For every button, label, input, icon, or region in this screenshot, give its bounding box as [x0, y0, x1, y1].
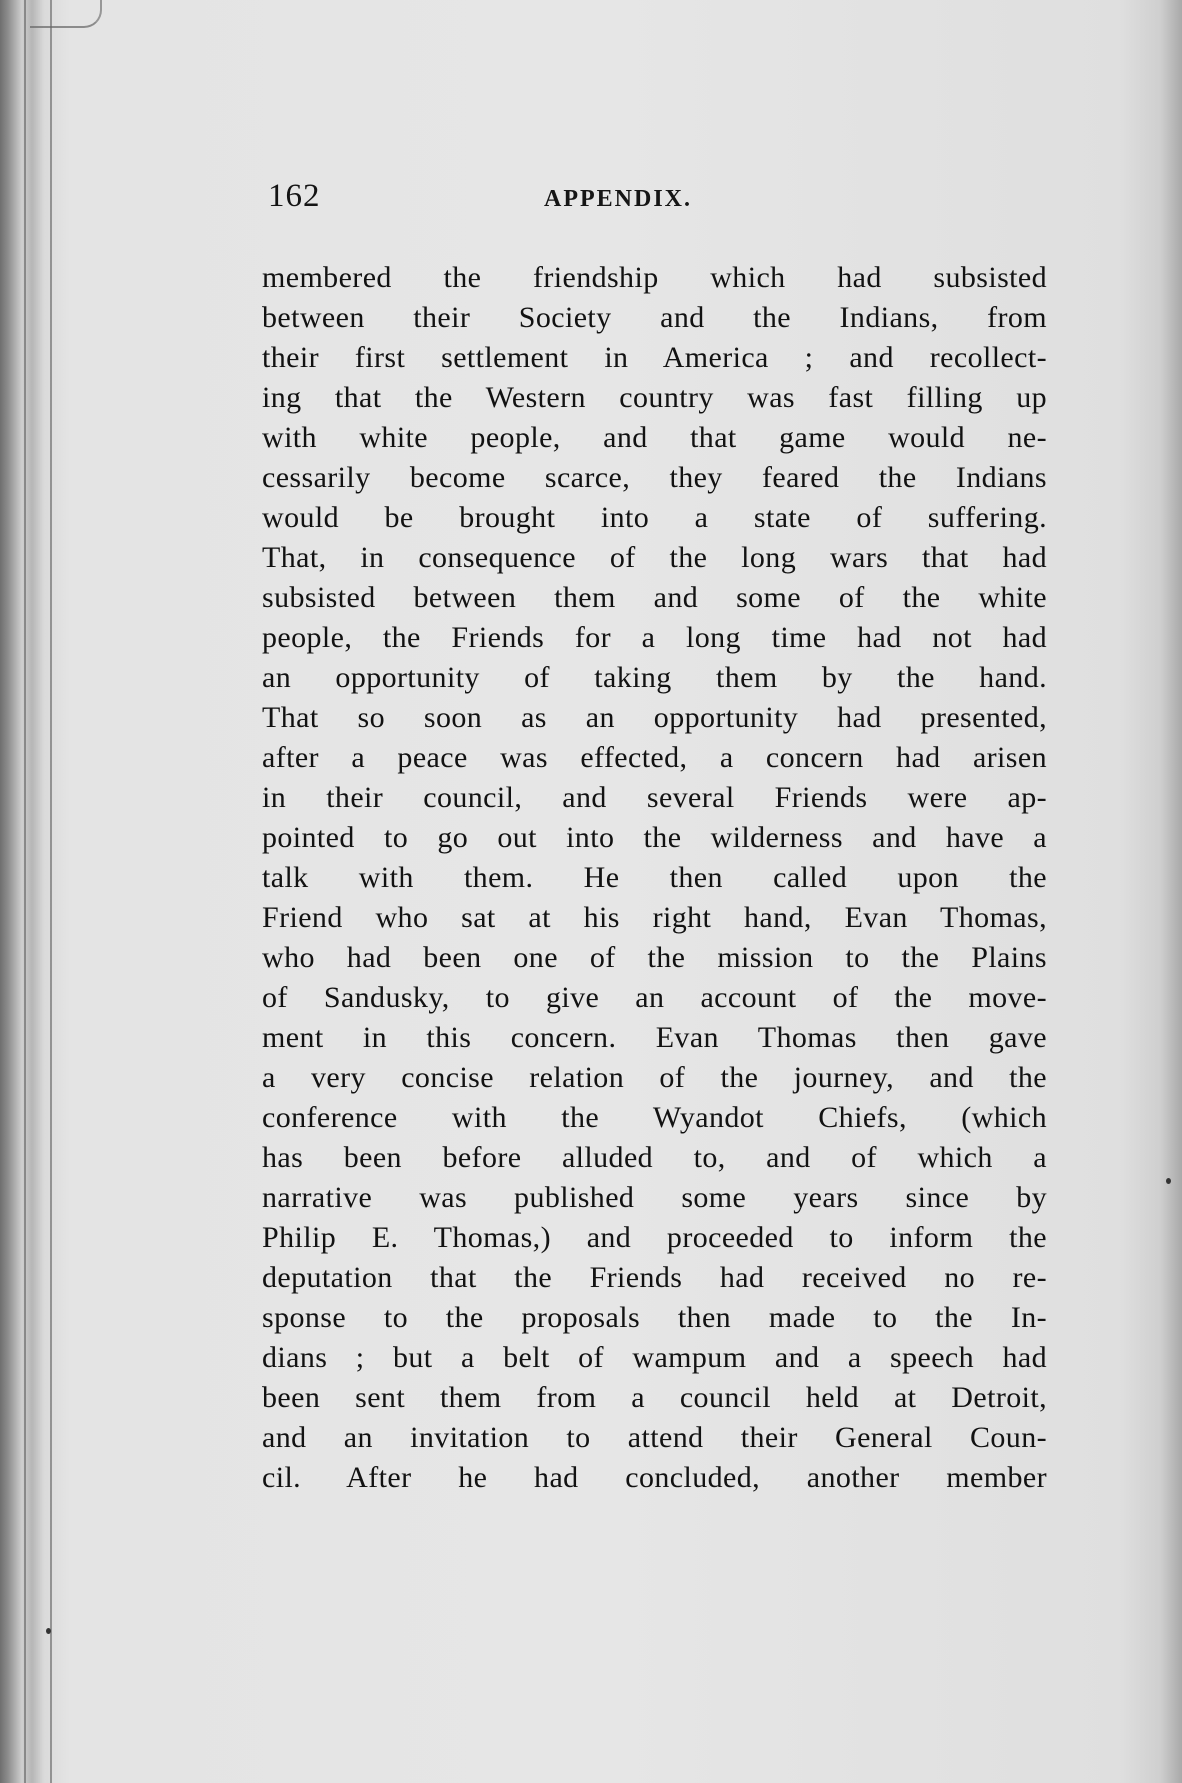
text-line: dians ; but a belt of wampum and a speech had [262, 1341, 1047, 1374]
text-line: in their council, and several Friends were ap- [262, 781, 1047, 814]
text-line: after a peace was effected, a concern had arisen [262, 741, 1047, 774]
text-line: their first settlement in America ; and recollect- [262, 341, 1047, 374]
ink-speck [1166, 1178, 1171, 1184]
text-line: talk with them. He then called upon the [262, 861, 1047, 894]
page-corner-fold [30, 0, 102, 28]
text-line: pointed to go out into the wilderness and have a [262, 821, 1047, 854]
text-line: conference with the Wyandot Chiefs, (which [262, 1101, 1047, 1134]
text-line: would be brought into a state of suffering. [262, 501, 1047, 534]
text-line: deputation that the Friends had received no re- [262, 1261, 1047, 1294]
text-line: who had been one of the mission to the Plains [262, 941, 1047, 974]
text-line: narrative was published some years since by [262, 1181, 1047, 1214]
text-line: with white people, and that game would ne- [262, 421, 1047, 454]
ink-speck [46, 1628, 51, 1634]
text-line: cil. After he had concluded, another member [262, 1461, 1047, 1494]
text-line: has been before alluded to, and of which a [262, 1141, 1047, 1174]
text-line: membered the friendship which had subsisted [262, 261, 1047, 294]
text-line: cessarily become scarce, they feared the Indians [262, 461, 1047, 494]
text-line: an opportunity of taking them by the hand. [262, 661, 1047, 694]
text-line: and an invitation to attend their General Coun- [262, 1421, 1047, 1454]
text-line: Friend who sat at his right hand, Evan Thomas, [262, 901, 1047, 934]
spine-edge-line [24, 0, 26, 1783]
page-number: 162 [268, 178, 321, 214]
text-line: of Sandusky, to give an account of the move- [262, 981, 1047, 1014]
text-line: between their Society and the Indians, from [262, 301, 1047, 334]
text-line: been sent them from a council held at Detroit, [262, 1381, 1047, 1414]
running-head: APPENDIX. [544, 186, 692, 212]
text-line: ing that the Western country was fast filling up [262, 381, 1047, 414]
body-text [262, 258, 1047, 1498]
text-line: Philip E. Thomas,) and proceeded to inform the [262, 1221, 1047, 1254]
text-line: a very concise relation of the journey, and the [262, 1061, 1047, 1094]
page-header [268, 178, 1048, 222]
text-line: sponse to the proposals then made to the In- [262, 1301, 1047, 1334]
text-line: people, the Friends for a long time had not had [262, 621, 1047, 654]
text-line: That so soon as an opportunity had presented, [262, 701, 1047, 734]
text-line: subsisted between them and some of the white [262, 581, 1047, 614]
text-line: ment in this concern. Evan Thomas then gave [262, 1021, 1047, 1054]
spine-edge-line [50, 0, 52, 1783]
text-line: That, in consequence of the long wars that had [262, 541, 1047, 574]
